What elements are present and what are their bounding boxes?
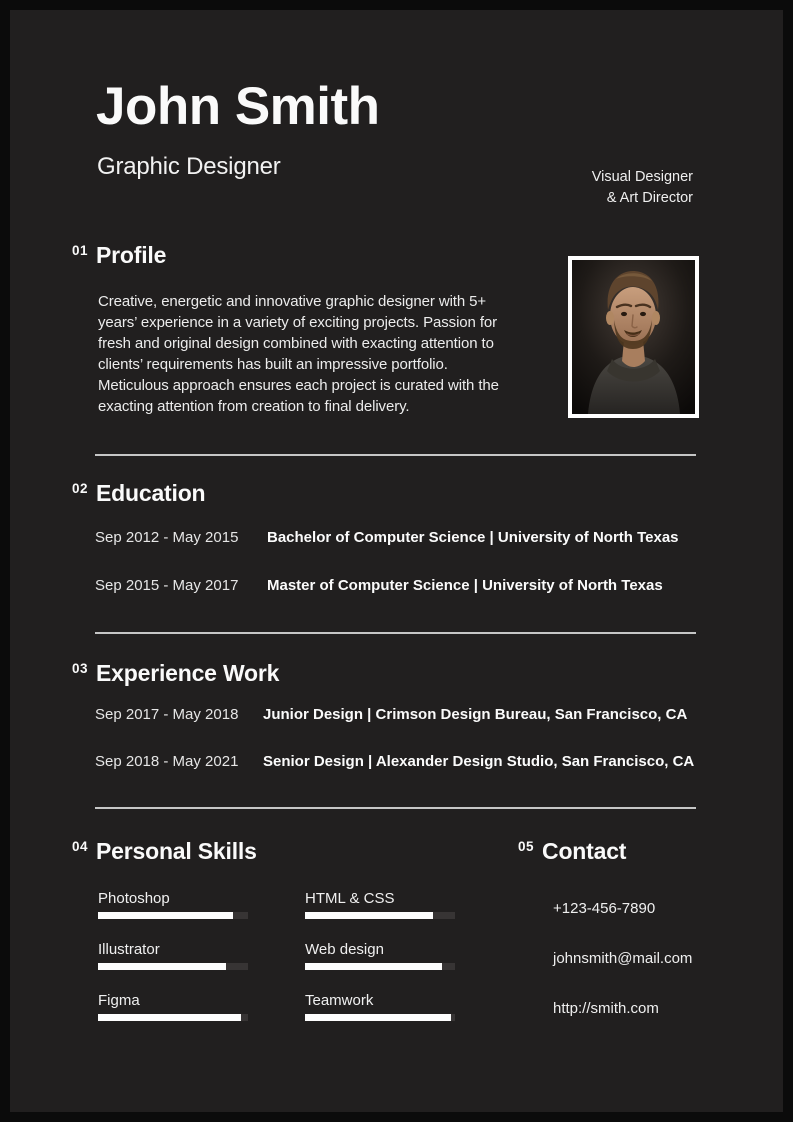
skill-label: Illustrator	[98, 941, 160, 958]
section-divider	[95, 454, 696, 456]
skill-label: Teamwork	[305, 992, 374, 1009]
person-name: John Smith	[96, 77, 380, 136]
skills-column-right	[305, 888, 455, 1041]
experience-rows	[95, 704, 694, 772]
skills-column-left	[98, 888, 248, 1041]
person-role: Graphic Designer	[97, 153, 281, 180]
skill-item	[305, 888, 455, 919]
skills-heading	[72, 838, 455, 865]
skills-section	[72, 838, 455, 1041]
experience-heading	[72, 660, 694, 687]
experience-detail: Junior Design | Crimson Design Bureau, San Francisco, CA	[263, 706, 688, 723]
skill-bar-fill	[98, 963, 226, 970]
section-divider	[95, 632, 696, 634]
contact-section	[518, 838, 692, 1048]
contact-phone: +123-456-7890	[553, 900, 656, 917]
skill-bar-fill	[98, 1014, 241, 1021]
education-detail: Master of Computer Science | University of North Texas	[267, 577, 663, 594]
skill-bar-fill	[98, 912, 233, 919]
skill-label: Figma	[98, 992, 140, 1009]
skills-grid	[98, 888, 455, 1041]
portrait-photo	[568, 256, 699, 418]
profile-line: years’ experience in a variety of exciting projects. Passion for	[98, 314, 498, 331]
skill-item	[305, 990, 455, 1021]
portrait-illustration	[572, 260, 695, 414]
skill-label: Web design	[305, 941, 384, 958]
section-title: Contact	[542, 838, 627, 864]
section-title: Personal Skills	[96, 838, 257, 864]
contact-heading	[518, 838, 692, 865]
skill-item	[305, 939, 455, 970]
skill-item	[98, 888, 248, 919]
experience-dates: Sep 2018 - May 2021	[95, 753, 239, 770]
education-dates: Sep 2012 - May 2015	[95, 529, 239, 546]
skill-bar-track	[98, 912, 248, 919]
contact-email: johnsmith@mail.com	[553, 950, 693, 967]
experience-section	[72, 660, 694, 798]
experience-row	[95, 704, 694, 725]
contact-items	[553, 898, 692, 1019]
skill-bar-fill	[305, 1014, 451, 1021]
skill-item	[98, 990, 248, 1021]
skill-bar-track	[305, 1014, 455, 1021]
section-number: 05	[518, 839, 535, 854]
education-row	[95, 575, 679, 596]
section-number: 01	[72, 243, 89, 258]
tagline	[592, 167, 693, 209]
profile-heading	[72, 242, 499, 269]
skill-label: HTML & CSS	[305, 890, 395, 907]
profile-line: Creative, energetic and innovative graphic designer with 5+	[98, 293, 487, 310]
skill-label: Photoshop	[98, 890, 170, 907]
education-dates: Sep 2015 - May 2017	[95, 577, 239, 594]
section-number: 02	[72, 481, 89, 496]
skill-bar-track	[98, 1014, 248, 1021]
section-number: 04	[72, 839, 89, 854]
profile-line: Meticulous approach ensures each project is curated with the	[98, 377, 499, 394]
section-number: 03	[72, 661, 89, 676]
profile-line: exacting attention from creation to final delivery.	[98, 398, 410, 415]
profile-line: fresh and original design combined with exacting attention to	[98, 335, 494, 352]
education-detail: Bachelor of Computer Science | University of North Texas	[267, 529, 679, 546]
section-title: Education	[96, 480, 206, 506]
skill-bar-fill	[305, 963, 442, 970]
experience-row	[95, 751, 694, 772]
section-title: Profile	[96, 242, 167, 268]
education-row	[95, 527, 679, 548]
tagline-line: Visual Designer	[591, 169, 693, 185]
section-divider	[95, 807, 696, 809]
section-title: Experience Work	[96, 660, 280, 686]
education-heading	[72, 480, 679, 507]
profile-line: clients’ requirements has built an impressive portfolio.	[98, 356, 448, 373]
skill-item	[98, 939, 248, 970]
tagline-line: & Art Director	[606, 190, 693, 206]
experience-detail: Senior Design | Alexander Design Studio, San Francisco, CA	[263, 753, 695, 770]
education-rows	[95, 527, 679, 596]
profile-section	[72, 242, 499, 417]
skill-bar-track	[305, 912, 455, 919]
experience-dates: Sep 2017 - May 2018	[95, 706, 239, 723]
education-section	[72, 480, 679, 623]
contact-website: http://smith.com	[553, 1000, 659, 1017]
skill-bar-fill	[305, 912, 433, 919]
skill-bar-track	[305, 963, 455, 970]
profile-text	[98, 291, 499, 417]
skill-bar-track	[98, 963, 248, 970]
